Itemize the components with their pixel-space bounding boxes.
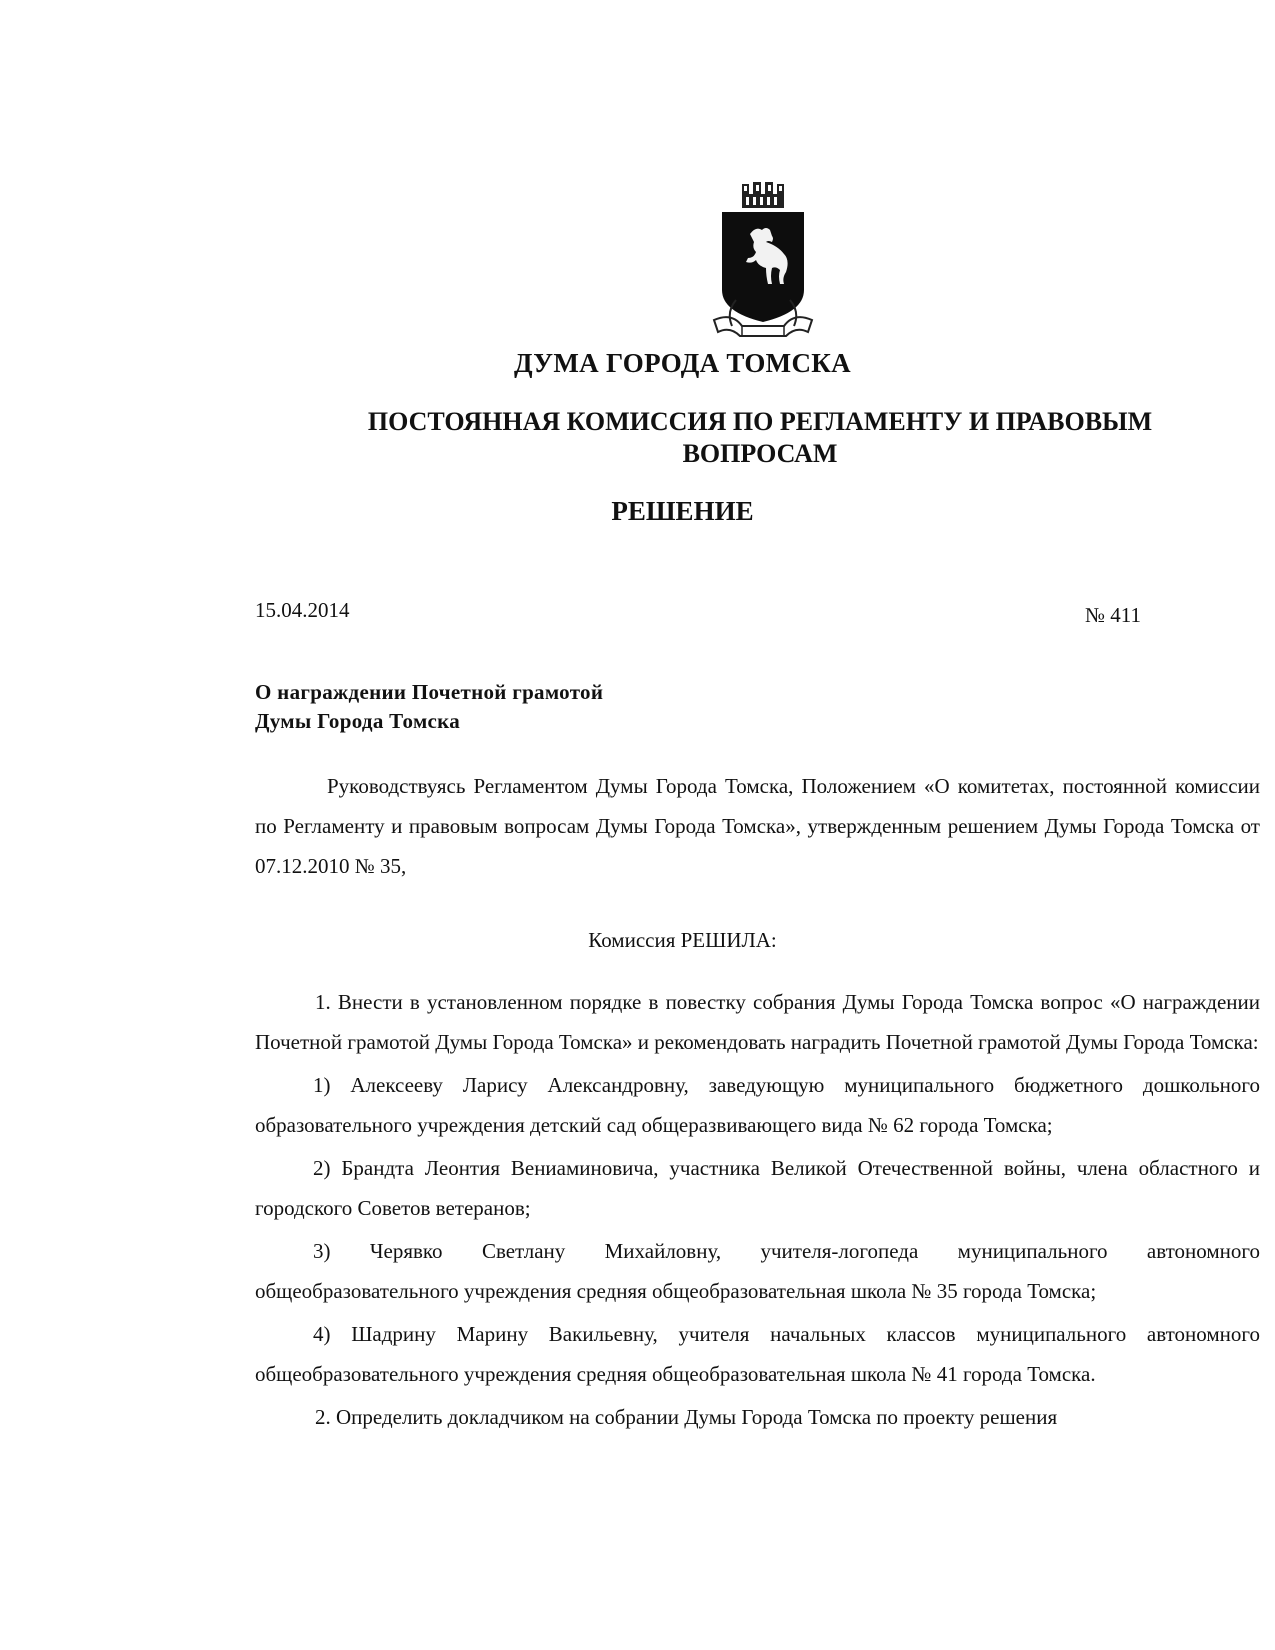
intro-paragraph-block	[255, 766, 1260, 886]
award-point-1: 1) Алексееву Ларису Александровну, заведующую муниципального бюджетного дошкольного образовательного учреждения детский сад общеразвивающего вида № 62 города Томска;	[255, 1073, 1260, 1137]
document-number: № 411	[1085, 603, 1142, 627]
document-subject	[255, 678, 603, 736]
award-point-4: 4) Шадрину Марину Вакильевну, учителя начальных классов муниципального автономного общеобразовательного учреждения средняя общеобразовательная школа № 41 города Томска.	[255, 1322, 1260, 1386]
decision-item-2: 2. Определить докладчиком на собрании Думы Города Томска по проекту решения	[315, 1405, 1058, 1429]
award-point-3: 3) Черявко Светлану Михайловну, учителя-логопеда муниципального автономного общеобразовательного учреждения средняя общеобразовательная школа № 35 города Томска;	[255, 1239, 1260, 1303]
subject-line-2: Думы Города Томска	[255, 709, 461, 733]
document-type: РЕШЕНИЕ	[611, 496, 754, 526]
commission-title: ПОСТОЯННАЯ КОМИССИЯ ПО РЕГЛАМЕНТУ И ПРАВОВЫМ ВОПРОСАМ	[367, 407, 1153, 468]
document-date: 15.04.2014	[255, 598, 350, 622]
decision-heading: Комиссия РЕШИЛА:	[588, 928, 777, 952]
tomsk-coat-of-arms-icon	[712, 180, 814, 342]
decision-item-1: 1. Внести в установленном порядке в повестку собрания Думы Города Томска вопрос «О награждении Почетной грамотой Думы Города Томска» и рекомендовать наградить Почетной грамотой Думы Города Томска:	[255, 990, 1260, 1054]
organization-title: ДУМА ГОРОДА ТОМСКА	[514, 348, 851, 378]
award-point-2: 2) Брандта Леонтия Вениаминовича, участника Великой Отечественной войны, члена областного и городского Советов ветеранов;	[255, 1156, 1260, 1220]
subject-line-1: О награждении Почетной грамотой	[255, 680, 604, 704]
intro-paragraph: Руководствуясь Регламентом Думы Города Томска, Положением «О комитетах, постоянной комиссии по Регламенту и правовым вопросам Думы Города Томска», утвержденным решением Думы Города Томска от 07.12.2010 № 35,	[255, 774, 1260, 878]
decision-items	[255, 982, 1260, 1440]
